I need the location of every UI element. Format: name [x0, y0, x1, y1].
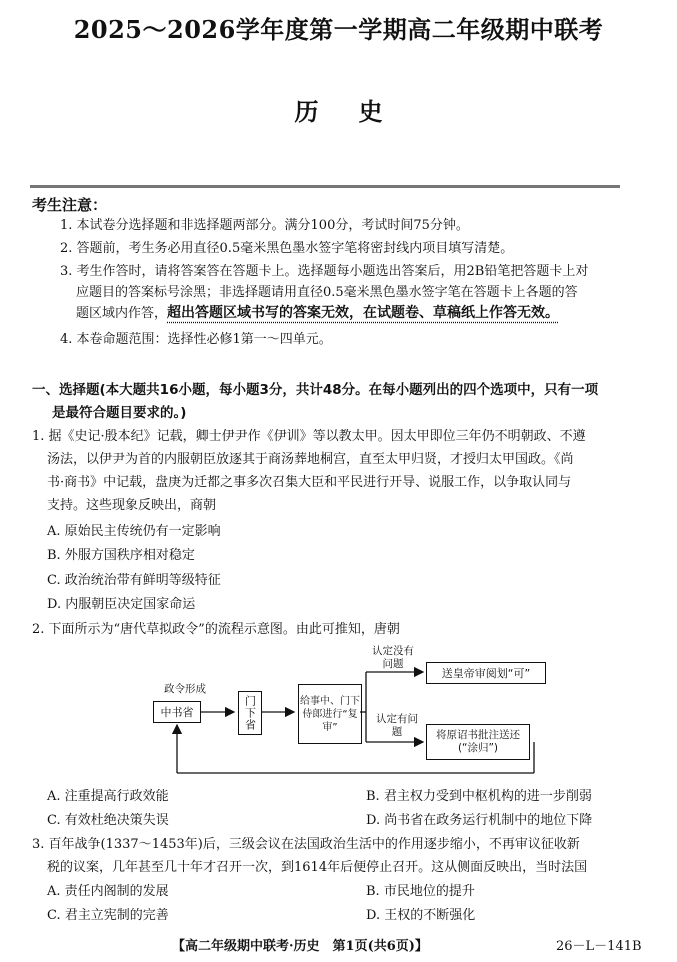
q1-stem-line-2: 汤法，以伊尹为首的内服朝臣放逐其于商汤葬地桐宫，直至太甲归贤，才授归太甲国政。《尚 — [47, 452, 574, 467]
section-heading-line-1: 一、选择题(本大题共16小题，每小题3分，共计48分。在每小题列出的四个选项中，只有一项 — [32, 382, 599, 398]
label-no-issue: 认定没有问题 — [372, 645, 414, 670]
footer-page-info: 【高二年级期中联考·历史 第1页(共6页)】 — [172, 939, 428, 954]
q1-option-a: A. 原始民主传统仍有一定影响 — [47, 524, 221, 539]
box-zhongshu: 中书省 — [153, 701, 201, 723]
notice-item-4: 4. 本卷命题范围：选择性必修1第一～四单元。 — [60, 332, 332, 347]
exam-title: 2025～2026学年度第一学期高二年级期中联考 — [73, 15, 604, 44]
notice-item-1: 1. 本试卷分选择题和非选择题两部分。满分100分，考试时间75分钟。 — [60, 218, 469, 233]
q2-stem: 2. 下面所示为“唐代草拟政令”的流程示意图。由此可推知，唐朝 — [32, 622, 400, 637]
label-decree-formation: 政令形成 — [164, 683, 206, 695]
q1-option-c: C. 政治统治带有鲜明等级特征 — [47, 573, 221, 588]
box-approve: 送皇帝审阅划“可” — [426, 662, 546, 684]
notice-heading: 考生注意： — [32, 196, 108, 214]
q1-stem-line-1: 1. 据《史记·殷本纪》记载，卿士伊尹作《伊训》等以教太甲。因太甲即位三年仍不明朝政、不遵 — [32, 429, 586, 444]
notice-item-3-emphasis: 超出答题区域书写的答案无效，在试题卷、草稿纸上作答无效。 — [167, 305, 560, 321]
label-issue: 认定有问题 — [376, 713, 418, 738]
notice-item-3-plain: 题区域内作答， — [76, 306, 168, 321]
section-heading-line-2: 是最符合题目要求的。) — [52, 405, 187, 421]
q1-stem-line-3: 书·商书》中记载，盘庚为迁都之事多次召集大臣和平民进行开导、说服工作，以争取认同与 — [47, 475, 572, 490]
subject-title: 历史 — [294, 97, 423, 126]
q3-stem-line-1: 3. 百年战争(1337～1453年)后，三级会议在法国政治生活中的作用逐步缩小，不再审议征收新 — [32, 837, 580, 852]
q1-option-b: B. 外服方国秩序相对稳定 — [47, 548, 195, 563]
q3-stem-line-2: 税的议案，几年甚至几十年才召开一次，到1614年后便停止召开。这从侧面反映出，当时法国 — [47, 860, 588, 875]
q3-option-a: A. 责任内阁制的发展 — [47, 884, 169, 899]
q2-option-b: B. 君主权力受到中枢机构的进一步削弱 — [366, 789, 592, 804]
notice-item-3-cont-1: 应题目的答案标号涂黑；非选择题请用直径0.5毫米黑色墨水签字笔在答题卡上各题的答 — [76, 285, 578, 300]
q1-option-d: D. 内服朝臣决定国家命运 — [47, 597, 196, 612]
q2-option-c: C. 有效杜绝决策失误 — [47, 813, 169, 828]
q1-stem-line-4: 支持。这些现象反映出，商朝 — [47, 498, 217, 513]
box-review: 给事中、门下侍郎进行“复审” — [298, 684, 362, 744]
box-menxia: 门下省 — [238, 691, 262, 735]
footer-code: 26－L－141B — [556, 939, 642, 954]
notice-item-3: 3. 考生作答时，请将答案答在答题卡上。选择题每小题选出答案后，用2B铅笔把答题卡上对 — [60, 264, 589, 279]
q2-option-a: A. 注重提高行政效能 — [47, 789, 169, 804]
q2-option-d: D. 尚书省在政务运行机制中的地位下降 — [366, 813, 593, 828]
q3-option-c: C. 君主立宪制的完善 — [47, 908, 169, 923]
q3-option-b: B. 市民地位的提升 — [366, 884, 475, 899]
q3-option-d: D. 王权的不断强化 — [366, 908, 476, 923]
notice-item-2: 2. 答题前，考生务必用直径0.5毫米黑色墨水签字笔将密封线内项目填写清楚。 — [60, 241, 514, 256]
box-return: 将原诏书批注送还(“涂归”) — [426, 724, 530, 760]
